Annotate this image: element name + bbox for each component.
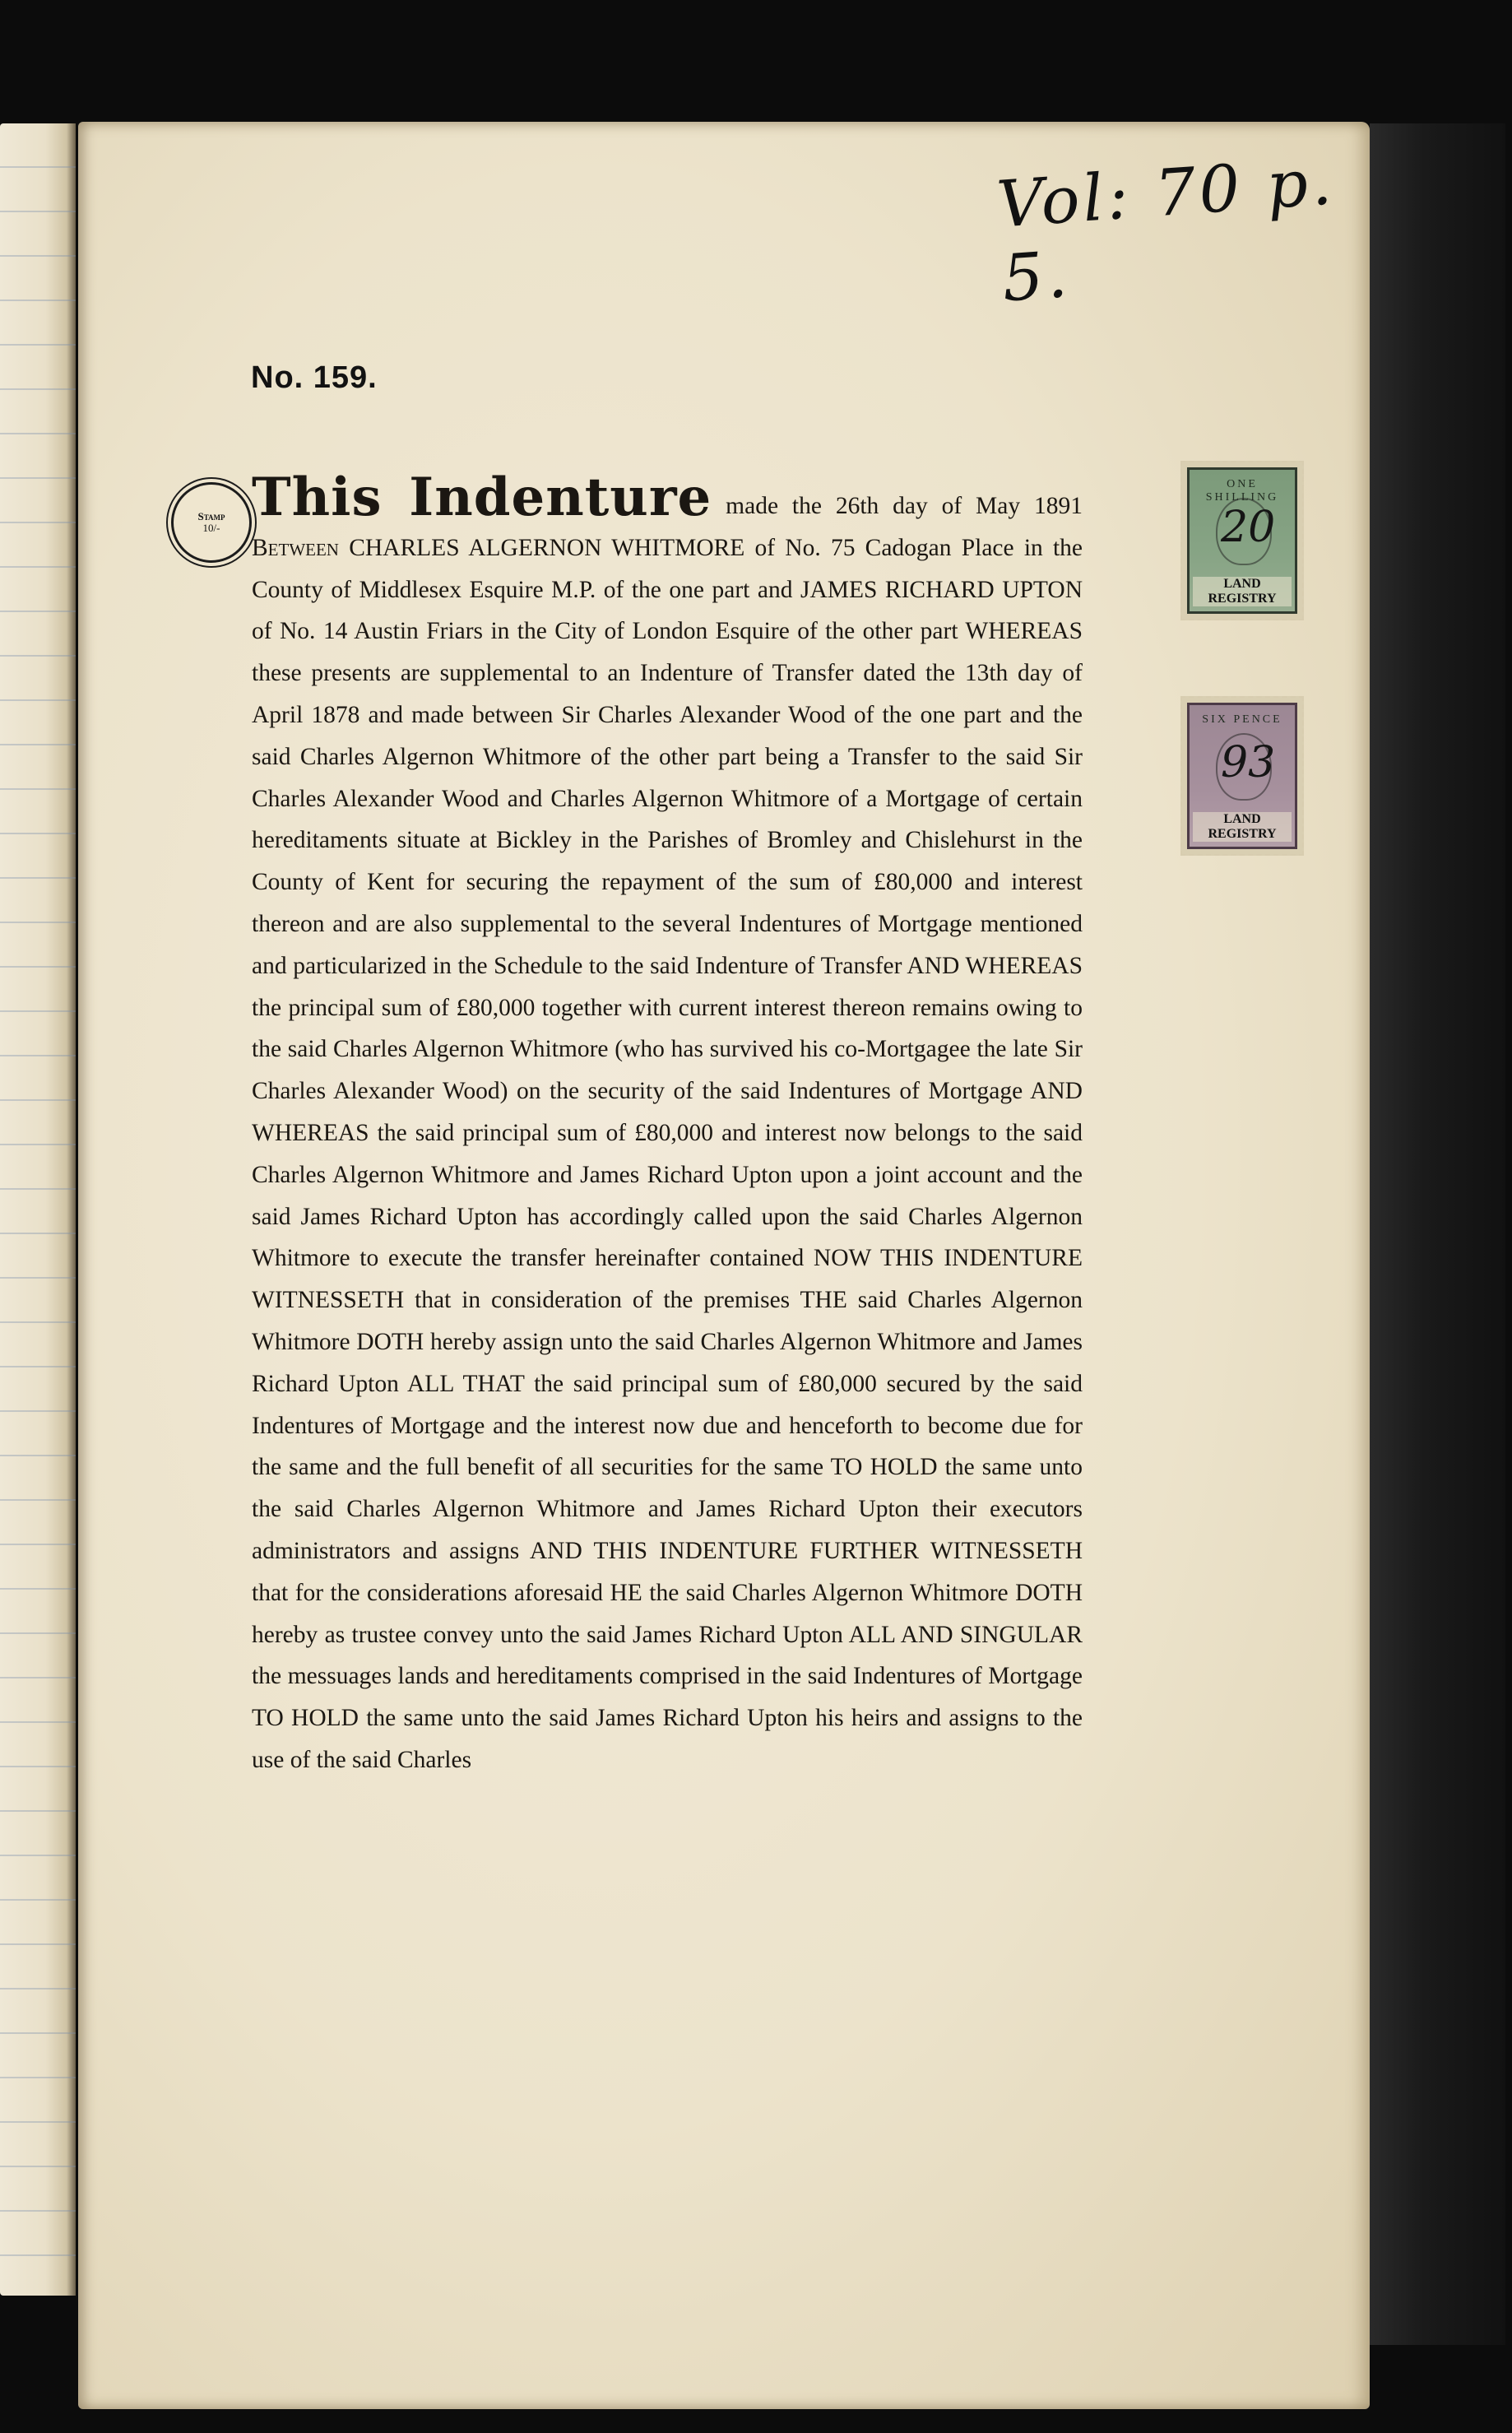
stamp-face <box>1187 703 1297 849</box>
deed-between-word: Between <box>252 534 339 561</box>
adjacent-left-page <box>0 123 76 2296</box>
volume-handwritten-note: Vol: 70 p. 5. <box>995 145 1338 317</box>
stamp-label <box>1193 812 1292 842</box>
stamp-face <box>1187 467 1297 614</box>
binding-edge <box>1370 123 1505 2345</box>
stamp-cancellation: 20 <box>1221 503 1276 552</box>
deed-paragraph <box>252 467 1083 1781</box>
stamp-label-line1: LAND <box>1223 577 1261 591</box>
document-number: No. 159. <box>251 360 378 395</box>
revenue-stamp-one-shilling <box>1180 461 1304 620</box>
duty-stamp-seal <box>171 482 252 563</box>
stamp-label-line2: REGISTRY <box>1208 592 1277 606</box>
deed-opening-words: This Indenture <box>252 467 712 528</box>
stamp-label <box>1193 577 1292 606</box>
stamp-label-line2: REGISTRY <box>1208 827 1277 841</box>
deed-body-text: CHARLES ALGERNON WHITMORE of No. 75 Cadogan Place in the County of Middlesex Esquire M.P. of the one part and JAMES RICHARD UPTON of No. 14 Austin Friars in the City of London Esquire of the other part WHEREAS these presents are supplemental to an Indenture of Transfer dated the 13th day of April 1878 and made between Sir Charles Alexander Wood of the one part and the said Charles Algernon Whitmore of the other part being a Transfer to the said Sir Charles Alexander Wood and Charles Algernon Whitmore of a Mortgage of certain hereditaments situate at Bickley in the Parishes of Bromley and Chislehurst in the County of Kent for securing the repayment of the sum of £80,000 and interest thereon and are also supplemental to the several Indentures of Mortgage mentioned and particularized in the Schedule to the said Indenture of Transfer AND WHEREAS the principal sum of £80,000 together with current interest thereon remains owing to the said Charles Algernon Whitmore (who has survived his co-Mortgagee the late Sir Charles Alexander Wood) on the security of the said Indentures of Mortgage AND WHEREAS the said principal sum of £80,000 and interest now belongs to the said Charles Algernon Whitmore and James Richard Upton upon a joint account and the said James Richard Upton has accordingly called upon the said Charles Algernon Whitmore to execute the transfer hereinafter contained NOW THIS INDENTURE WITNESSETH that in consideration of the premises THE said Charles Algernon Whitmore DOTH hereby assign unto the said Charles Algernon Whitmore and James Richard Upton ALL THAT the said principal sum of £80,000 secured by the said Indentures of Mortgage and the interest now due and henceforth to become due for the same and the full benefit of all securities for the same TO HOLD the same unto the said Charles Algernon Whitmore and James Richard Upton their executors administrators and assigns AND THIS INDENTURE FURTHER WITNESSETH that for the considerations aforesaid HE the said Charles Algernon Whitmore DOTH hereby as trustee convey unto the said James Richard Upton ALL AND SINGULAR the messuages lands and hereditaments comprised in the said Indentures of Mortgage TO HOLD the same unto the said James Richard Upton his heirs and assigns to the use of the said Charles <box>252 534 1083 1773</box>
deed-body <box>252 467 1083 1781</box>
deed-date-clause: made the 26th day of May 1891 <box>712 493 1083 519</box>
stamp-value: ONE SHILLING <box>1205 478 1279 504</box>
seal-label: Stamp <box>197 510 225 522</box>
revenue-stamp-six-pence <box>1180 696 1304 856</box>
stamp-cancellation: 93 <box>1221 738 1276 787</box>
stamp-value: SIX PENCE <box>1202 713 1282 726</box>
seal-amount: 10/- <box>202 522 220 534</box>
stamp-label-line1: LAND <box>1223 812 1261 826</box>
